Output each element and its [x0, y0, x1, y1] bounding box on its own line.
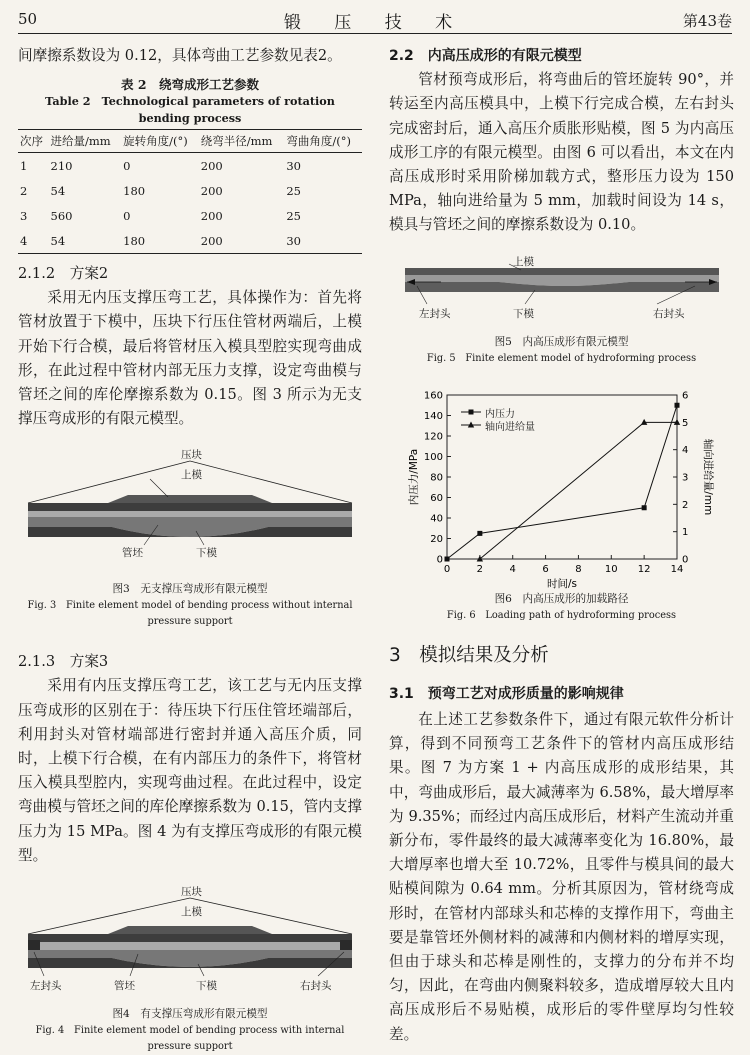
y2-tick-label: 0 [682, 554, 689, 566]
y2-tick-label: 3 [682, 472, 689, 484]
table-row [18, 178, 362, 203]
intro-text: 间摩擦系数设为 0.12，具体弯曲工艺参数见表2。 [18, 47, 342, 64]
fig3-label-guanpi: 管坯 [122, 547, 143, 560]
table-cell: 4 [18, 228, 49, 254]
table-cell: 180 [123, 183, 146, 198]
fig5-label-xiamo: 下模 [513, 307, 534, 320]
y2-tick-label: 5 [682, 417, 689, 429]
y-tick-label: 60 [430, 492, 443, 504]
data-point [642, 505, 647, 510]
fig4-label-guanpi: 管坯 [114, 980, 135, 993]
table-cell: 25 [286, 183, 301, 198]
data-point [445, 556, 450, 561]
x-tick-label: 0 [443, 563, 451, 575]
fig3-label-xiamo: 下模 [196, 547, 217, 560]
table-cell: 200 [199, 228, 285, 254]
table-cell: 25 [286, 208, 301, 223]
y-axis-label: 内压力/MPa [408, 448, 420, 505]
y-tick-label: 160 [423, 390, 443, 402]
y-tick-label: 40 [430, 513, 443, 525]
x-tick-label: 4 [509, 563, 516, 575]
section-3-1-text: 在上述工艺参数条件下，通过有限元软件分析计算，得到不同预弯工艺条件下的管材内高压成形结果。图 7 为方案 1 + 内高压成形的成形结果，其中，弯曲成形后，最大减薄率为 6.58%，最大增厚率为 9.35%；而经过内高压成形后，材料产生流动并重新分布，零件最终的最大减薄率变化为 16.80%，最大增厚率也增大至 10.72%，且零件与模具间的最大贴模间隙为 0.64 mm。分析其原因为，管材绕弯成形时，在管材内部球头和芯棒的支撑作用下，弯曲主要是靠管坯外侧材料的减薄和内侧材料的增厚实现，但由于球头和芯棒是刚性的，支撑力的分布并不均匀，因此，在弯曲内侧聚料较多，造成增厚较大且内高压成形后不易贴模，成形后的零件壁厚均匀性较差。 [389, 711, 734, 1043]
table-cell: 200 [200, 208, 223, 223]
x-tick-label: 6 [542, 563, 549, 575]
table-cell: 560 [50, 208, 73, 223]
data-point [675, 402, 680, 407]
fig5-label-shangmo: 上模 [513, 255, 534, 268]
x-tick-label: 2 [476, 563, 484, 575]
table-cell: 200 [200, 158, 223, 173]
fig3-label-shangmo: 上模 [181, 469, 202, 482]
y-tick-label: 20 [430, 533, 443, 545]
section-3-title: 3 模拟结果及分析 [389, 644, 549, 666]
fig4-caption-en-1: Fig. 4 Finite element model of bending process with internal [35, 1025, 345, 1037]
y-tick-label: 0 [436, 554, 443, 566]
section-2-1-3-title: 2.1.3 方案3 [18, 653, 109, 671]
table-cell: 30 [286, 158, 301, 173]
table-row [18, 228, 362, 254]
params-table [18, 129, 362, 254]
y-tick-label: 140 [423, 410, 443, 422]
fig4-label-xiamo: 下模 [196, 980, 217, 993]
fig4-label-shangmo: 上模 [181, 906, 202, 919]
fig3-caption-en-2: pressure support [147, 616, 233, 628]
fig5-label-zuofengtou: 左封头 [419, 307, 451, 320]
x-tick-label: 12 [637, 563, 651, 575]
table-cell: 0 [123, 158, 131, 173]
table-header-cell: 绕弯半径/mm [199, 130, 285, 153]
table-cell: 2 [20, 183, 28, 198]
figure-4 [18, 884, 362, 1002]
section-3-1-title: 3.1 预弯工艺对成形质量的影响规律 [389, 685, 624, 702]
table-cell: 210 [50, 158, 73, 173]
section-2-1-3-text: 采用有内压支撑压弯工艺，该工艺与无内压支撑压弯成形的区别在于：待压块下行压住管坯端部后，利用封头对管材端部进行密封并通入高压介质，同时，上模下行合模，在有内部压力的条件下，将管材压入模具型腔内，实现弯曲过程。在此过程中，设定弯曲模与管坯之间的库伦摩擦系数为 0.15，管内支撑压力为 15 MPa。图 4 为有支撑压弯成形的有限元模型。 [18, 677, 362, 864]
fig3-caption-en-1: Fig. 3 Finite element model of bending process without internal [27, 600, 353, 612]
table-cell: 180 [121, 228, 199, 254]
x-tick-label: 10 [604, 563, 618, 575]
data-point [477, 531, 482, 536]
journal-title: 锻 压 技 术 [283, 13, 467, 33]
page-number: 50 [18, 10, 38, 28]
table-row [18, 153, 362, 179]
fig3-label-yakuai: 压块 [181, 449, 202, 462]
y-tick-label: 120 [423, 431, 443, 443]
table-header-cell: 进给量/mm [49, 130, 122, 153]
y-tick-label: 80 [430, 472, 443, 484]
table-cell: 0 [123, 208, 131, 223]
y2-tick-label: 4 [682, 444, 689, 456]
legend-feed: 轴向进给量 [485, 421, 535, 433]
figure-5 [389, 252, 734, 328]
y2-axis-label: 轴向进给量/mm [702, 438, 714, 515]
x-axis-label: 时间/s [546, 577, 578, 590]
y2-tick-label: 6 [682, 390, 689, 402]
fig3-caption-cn: 图3 无支撑压弯成形有限元模型 [112, 583, 268, 596]
right-column [389, 44, 734, 1047]
section-2-2-text: 管材预弯成形后，将弯曲后的管坯旋转 90°，并转运至内高压模具中，上模下行完成合模，左右封头完成密封后，通入高压介质胀形贴模，图 5 为内高压成形工序的有限元模型。由图 6 可以看出，本文在内高压成形时采用阶梯加载方式，整形压力设为 150 MPa，轴向进给量为 5 mm，加载时间设为 14 s，模具与管坯之间的摩擦系数设为 0.10。 [389, 71, 734, 234]
x-tick-label: 14 [670, 563, 684, 575]
figure-6-chart [389, 387, 734, 591]
table-caption-cn: 表 2 绕弯成形工艺参数 [120, 77, 260, 93]
table-cell: 54 [49, 228, 122, 254]
y-tick-label: 100 [423, 451, 443, 463]
y2-tick-label: 2 [682, 499, 689, 511]
fig4-label-zuofengtou: 左封头 [30, 980, 62, 993]
fig4-caption-cn: 图4 有支撑压弯成形有限元模型 [112, 1008, 268, 1021]
section-2-1-2-text: 采用无内压支撑压弯工艺，具体操作为：首先将管材放置于下模中，压块下行压住管材两端后，上模开始下行合模，最后将管材压入模具型腔实现弯曲成形，在此过程中管材内部无压力支撑，设定弯曲模与管坯之间的库伦摩擦系数为 0.15。图 3 所示为无支撑压弯成形的有限元模型。 [18, 289, 362, 428]
fig4-label-yakuai: 压块 [181, 886, 202, 899]
legend-pressure: 内压力 [485, 408, 515, 420]
table-header-cell: 旋转角度/(°) [121, 130, 199, 153]
fig4-label-youfengtou: 右封头 [300, 980, 332, 993]
table-cell: 54 [50, 183, 66, 198]
fig6-caption-en: Fig. 6 Loading path of hydroforming process [446, 609, 677, 621]
fig5-label-youfengtou: 右封头 [653, 307, 685, 320]
table-cell: 3 [20, 208, 28, 223]
volume-label: 第43卷 [682, 12, 732, 30]
header-rule [18, 33, 732, 34]
fig6-caption-cn: 图6 内高压成形的加载路径 [494, 592, 629, 605]
fig5-caption-en: Fig. 5 Finite element model of hydroforming process [426, 352, 697, 364]
legend-marker-pressure [469, 409, 474, 414]
x-tick-label: 8 [575, 563, 582, 575]
series-line-0 [447, 405, 677, 559]
y2-tick-label: 1 [682, 526, 689, 538]
fig4-caption-en-2: pressure support [147, 1041, 233, 1053]
fig3-fe-model [18, 445, 362, 577]
loading-path-chart [389, 387, 734, 591]
series-line-1 [480, 422, 677, 559]
section-2-2-title: 2.2 内高压成形的有限元模型 [389, 48, 582, 64]
table-cell: 200 [200, 183, 223, 198]
figure-3 [18, 445, 362, 577]
left-column [18, 44, 362, 1055]
table-cell: 1 [20, 158, 28, 173]
table-row [18, 203, 362, 228]
section-2-1-2-title: 2.1.2 方案2 [18, 265, 109, 283]
fig5-caption-cn: 图5 内高压成形有限元模型 [494, 335, 629, 348]
table-caption-en: Table 2 Technological parameters of rotation bending process [45, 94, 335, 126]
page-header [18, 6, 732, 32]
table-cell: 30 [284, 228, 362, 254]
table-header-row [18, 130, 362, 153]
table-header-cell: 弯曲角度/(°) [284, 130, 362, 153]
table-header-cell: 次序 [18, 130, 49, 153]
